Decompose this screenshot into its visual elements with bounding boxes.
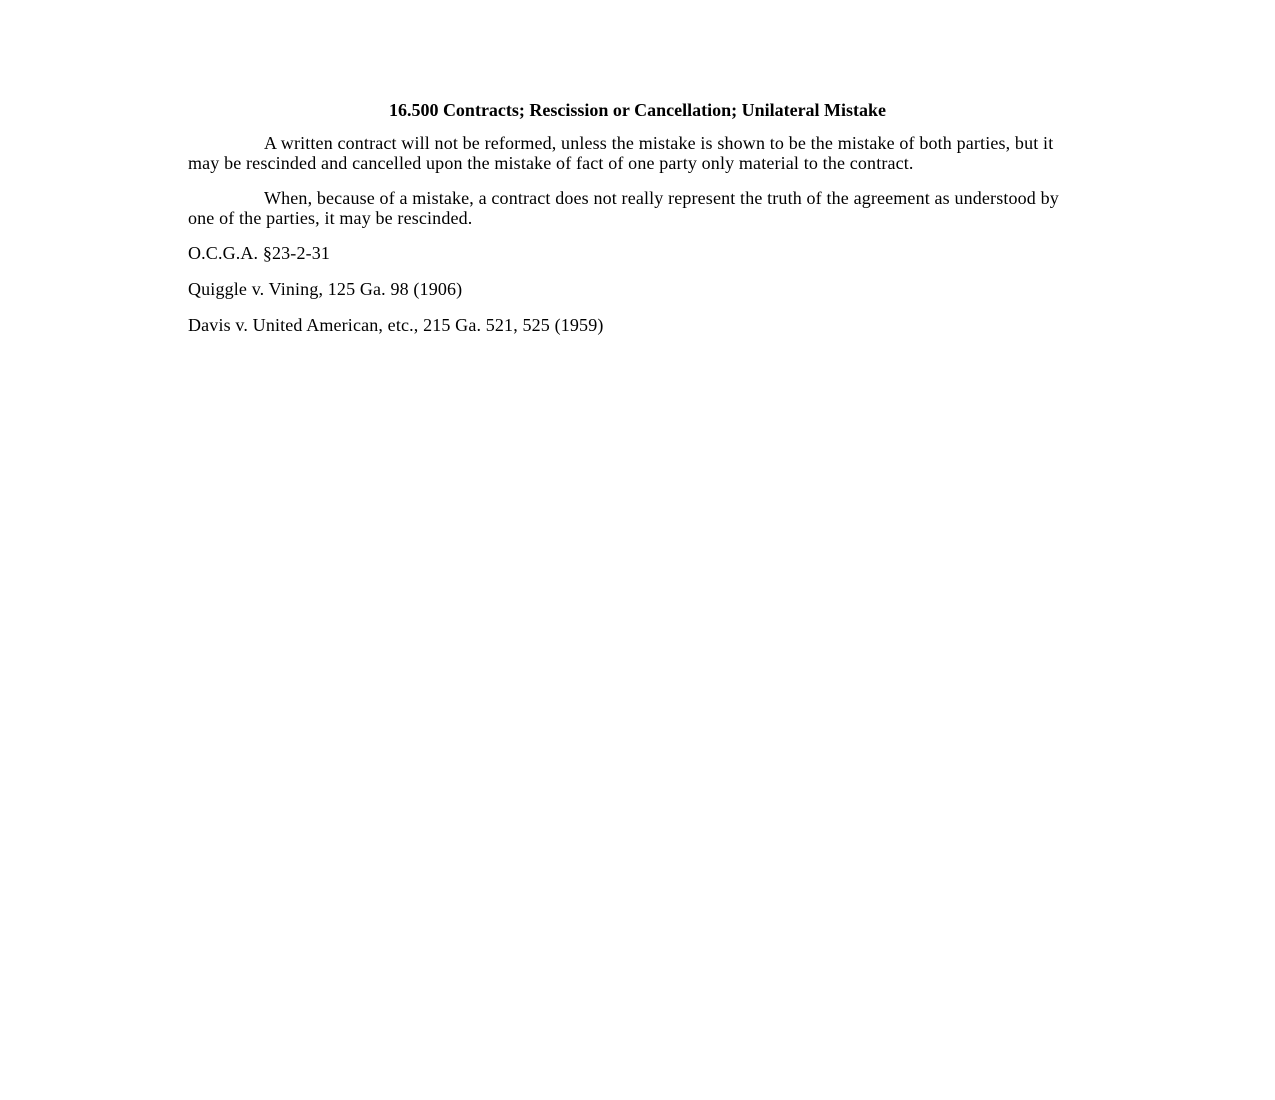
citation-case-quiggle: Quiggle v. Vining, 125 Ga. 98 (1906) — [188, 279, 463, 299]
paragraph-reformation-rule: A written contract will not be reformed, unless the mistake is shown to be the mistake of both parties, but it may be rescinded and cancelled upon the mistake of fact of one party only material to the contract. — [188, 133, 1054, 173]
document-page — [188, 98, 1087, 351]
paragraph-rescission-rule: When, because of a mistake, a contract does not really represent the truth of the agreement as understood by one of the parties, it may be rescinded. — [188, 188, 1059, 228]
document-title: 16.500 Contracts; Rescission or Cancellation; Unilateral Mistake — [388, 100, 887, 120]
citation-case-davis: Davis v. United American, etc., 215 Ga. 521, 525 (1959) — [188, 315, 604, 335]
citation-statute: O.C.G.A. §23-2-31 — [188, 243, 331, 263]
